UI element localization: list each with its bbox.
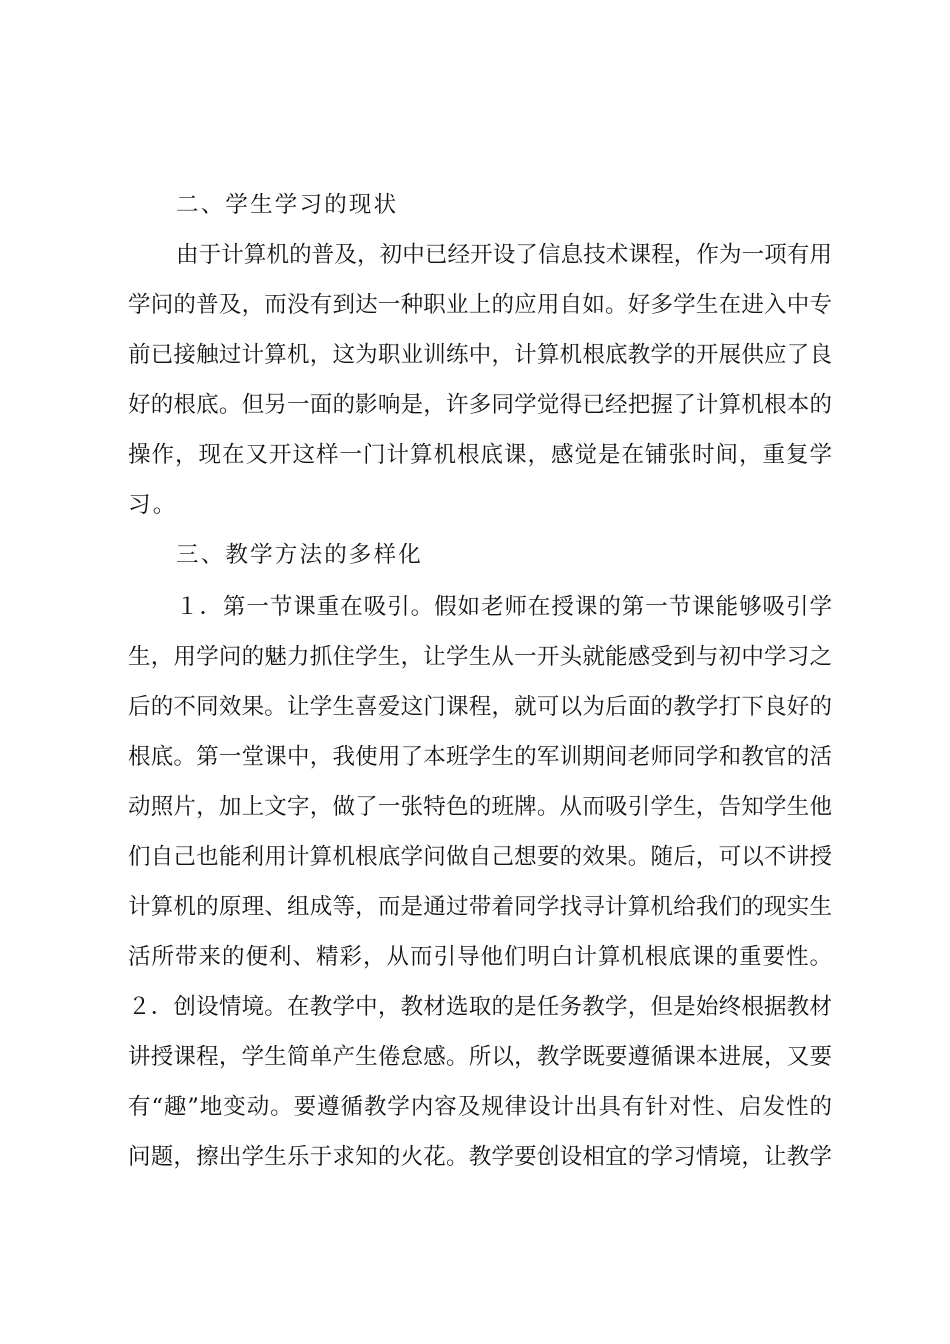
- list-item-line: 计算机的原理、组成等，而是通过带着同学找寻计算机给我们的现实生: [128, 894, 832, 920]
- list-item-line: 问题，擦出学生乐于求知的火花。教学要创设相宜的学习情境，让教学: [128, 1144, 832, 1170]
- paragraph-line: 操作，现在又开这样一门计算机根底课，感觉是在铺张时间，重复学: [128, 442, 832, 468]
- list-item-line: ２．创设情境。在教学中，教材选取的是任务教学，但是始终根据教材: [128, 994, 832, 1020]
- list-item-line: 后的不同效果。让学生喜爱这门课程，就可以为后面的教学打下良好的: [128, 694, 832, 720]
- section-heading-3: 三、教学方法的多样化: [176, 542, 424, 568]
- paragraph-line: 习。: [128, 492, 178, 518]
- list-item-line: 们自己也能利用计算机根底学问做自己想要的效果。随后，可以不讲授: [128, 844, 832, 870]
- list-item-line: １．第一节课重在吸引。假如老师在授课的第一节课能够吸引学: [176, 594, 832, 620]
- paragraph-line: 学问的普及，而没有到达一种职业上的应用自如。好多学生在进入中专: [128, 292, 832, 318]
- section-heading-2: 二、学生学习的现状: [176, 192, 399, 218]
- list-item-line: 生，用学问的魅力抓住学生，让学生从一开头就能感受到与初中学习之: [128, 644, 832, 670]
- list-item-line: 讲授课程，学生简单产生倦怠感。所以，教学既要遵循课本进展，又要: [128, 1044, 832, 1070]
- list-item-line: 活所带来的便利、精彩，从而引导他们明白计算机根底课的重要性。: [128, 944, 832, 970]
- list-item-line: 动照片，加上文字，做了一张特色的班牌。从而吸引学生，告知学生他: [128, 794, 832, 820]
- list-item-line: 根底。第一堂课中，我使用了本班学生的军训期间老师同学和教官的活: [128, 744, 832, 770]
- paragraph-line: 由于计算机的普及，初中已经开设了信息技术课程，作为一项有用: [176, 242, 832, 268]
- paragraph-line: 前已接触过计算机，这为职业训练中，计算机根底教学的开展供应了良: [128, 342, 832, 368]
- paragraph-line: 好的根底。但另一面的影响是，许多同学觉得已经把握了计算机根本的: [128, 392, 832, 418]
- list-item-line: 有“趣”地变动。要遵循教学内容及规律设计出具有针对性、启发性的: [128, 1094, 832, 1120]
